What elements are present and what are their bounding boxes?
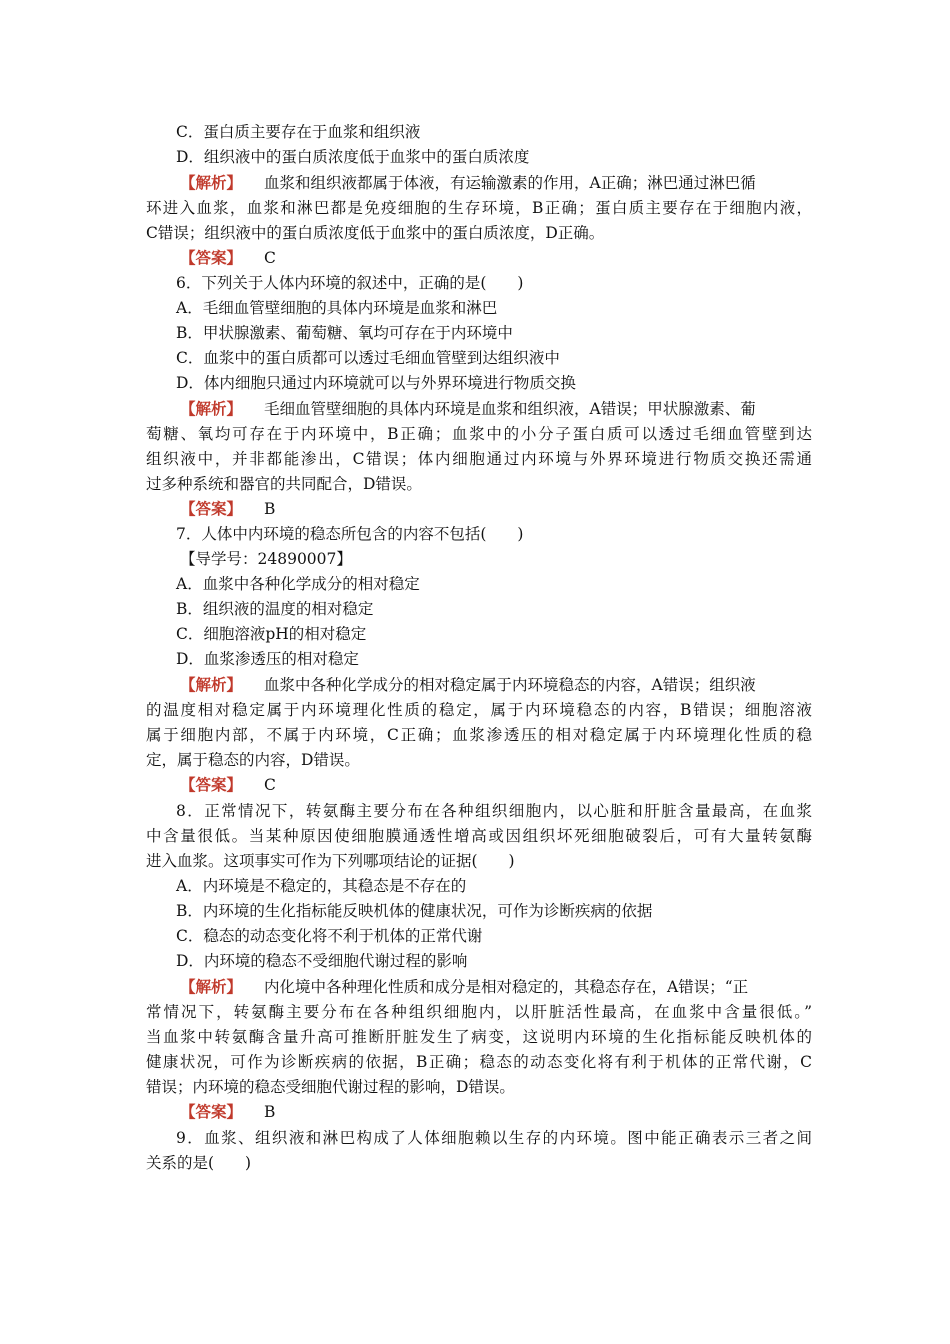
q8-analysis-line-1: [180, 975, 748, 999]
q8-analysis-line-3: 当血浆中转氨酶含量升高可推断肝脏发生了病变，这说明内环境的生化指标能反映机体的: [146, 1028, 812, 1046]
answer-value: B: [264, 1103, 276, 1121]
q6-answer: [180, 497, 275, 521]
analysis-text: 内化境中各种理化性质和成分是相对稳定的，其稳态存在，A错误；“正: [264, 978, 749, 996]
analysis-text: 血浆中各种化学成分的相对稳定属于内环境稳态的内容，A错误；组织液: [264, 676, 756, 694]
analysis-tag: 【解析】: [180, 173, 243, 192]
answer-tag: 【答案】: [180, 1102, 243, 1121]
q6-option-c: C．血浆中的蛋白质都可以透过毛细血管壁到达组织液中: [176, 349, 560, 367]
q9-stem-line-2: 关系的是( ): [146, 1154, 252, 1172]
q8-option-a: A．内环境是不稳定的，其稳态是不存在的: [176, 877, 467, 895]
q7-analysis-line-2: 的温度相对稳定属于内环境理化性质的稳定，属于内环境稳态的内容，B错误；细胞溶液: [146, 701, 812, 719]
q5-answer: [180, 246, 276, 270]
analysis-text: 血浆和组织液都属于体液，有运输激素的作用，A正确；淋巴通过淋巴循: [264, 174, 756, 192]
q7-analysis-line-4: 定，属于稳态的内容，D错误。: [146, 751, 360, 769]
q6-analysis-line-2: 萄糖、氧均可存在于内环境中，B正确；血浆中的小分子蛋白质可以透过毛细血管壁到达: [146, 425, 812, 443]
q7-answer: [180, 773, 276, 797]
analysis-tag: 【解析】: [180, 399, 243, 418]
q5-analysis-line-1: [180, 171, 756, 195]
q7-option-c: C．细胞溶液pH的相对稳定: [176, 625, 367, 643]
q8-stem-line-1: 8．正常情况下，转氨酶主要分布在各种组织细胞内，以心脏和肝脏含量最高，在血浆: [176, 802, 812, 820]
q5-option-d: D．组织液中的蛋白质浓度低于血浆中的蛋白质浓度: [176, 148, 530, 166]
q5-option-c: C．蛋白质主要存在于血浆和组织液: [176, 123, 421, 141]
answer-tag: 【答案】: [180, 248, 243, 267]
q8-stem-line-3: 进入血浆。这项事实可作为下列哪项结论的证据( ): [146, 852, 515, 870]
answer-tag: 【答案】: [180, 499, 243, 518]
q8-analysis-line-2: 常情况下，转氨酶主要分布在各种组织细胞内，以肝脏活性最高，在血浆中含量很低。”: [146, 1003, 812, 1021]
q7-analysis-line-3: 属于细胞内部，不属于内环境，C正确；血浆渗透压的相对稳定属于内环境理化性质的稳: [146, 726, 812, 744]
q6-analysis-line-4: 过多种系统和器官的共同配合，D错误。: [146, 475, 422, 493]
q8-option-b: B．内环境的生化指标能反映机体的健康状况，可作为诊断疾病的依据: [176, 902, 653, 920]
answer-value: C: [264, 249, 276, 267]
q9-stem-line-1: 9．血浆、组织液和淋巴构成了人体细胞赖以生存的内环境。图中能正确表示三者之间: [176, 1129, 812, 1147]
q6-option-a: A．毛细血管壁细胞的具体内环境是血浆和淋巴: [176, 299, 498, 317]
q5-analysis-line-3: C错误；组织液中的蛋白质浓度低于血浆中的蛋白质浓度，D正确。: [146, 224, 605, 242]
q6-option-b: B．甲状腺激素、葡萄糖、氧均可存在于内环境中: [176, 324, 513, 342]
analysis-text: 毛细血管壁细胞的具体内环境是血浆和组织液，A错误；甲状腺激素、葡: [264, 400, 756, 418]
q7-option-d: D．血浆渗透压的相对稳定: [176, 650, 359, 668]
q7-option-a: A．血浆中各种化学成分的相对稳定: [176, 575, 420, 593]
q5-analysis-line-2: 环进入血浆，血浆和淋巴都是免疫细胞的生存环境，B正确；蛋白质主要存在于细胞内液，: [146, 199, 812, 217]
answer-value: C: [264, 776, 276, 794]
answer-value: B: [264, 500, 276, 518]
q6-option-d: D．体内细胞只通过内环境就可以与外界环境进行物质交换: [176, 374, 576, 392]
q8-stem-line-2: 中含量很低。当某种原因使细胞膜通透性增高或因组织坏死细胞破裂后，可有大量转氨酶: [146, 827, 812, 845]
q8-option-c: C．稳态的动态变化将不利于机体的正常代谢: [176, 927, 483, 945]
analysis-tag: 【解析】: [180, 977, 243, 996]
q6-analysis-line-3: 组织液中，并非都能渗出，C错误；体内细胞通过内环境与外界环境进行物质交换还需通: [146, 450, 812, 468]
q6-analysis-line-1: [180, 397, 756, 421]
q8-option-d: D．内环境的稳态不受细胞代谢过程的影响: [176, 952, 468, 970]
q7-guide-number: 【导学号：24890007】: [180, 550, 352, 568]
analysis-tag: 【解析】: [180, 675, 243, 694]
q8-analysis-line-4: 健康状况，可作为诊断疾病的依据，B正确；稳态的动态变化将有利于机体的正常代谢，C: [146, 1053, 812, 1071]
q8-answer: [180, 1100, 275, 1124]
q6-stem: 6．下列关于人体内环境的叙述中，正确的是( ): [176, 274, 524, 292]
answer-tag: 【答案】: [180, 775, 243, 794]
q8-analysis-line-5: 错误；内环境的稳态受细胞代谢过程的影响，D错误。: [146, 1078, 515, 1096]
q7-analysis-line-1: [180, 673, 756, 697]
q7-stem: 7．人体中内环境的稳态所包含的内容不包括( ): [176, 525, 524, 543]
q7-option-b: B．组织液的温度的相对稳定: [176, 600, 374, 618]
